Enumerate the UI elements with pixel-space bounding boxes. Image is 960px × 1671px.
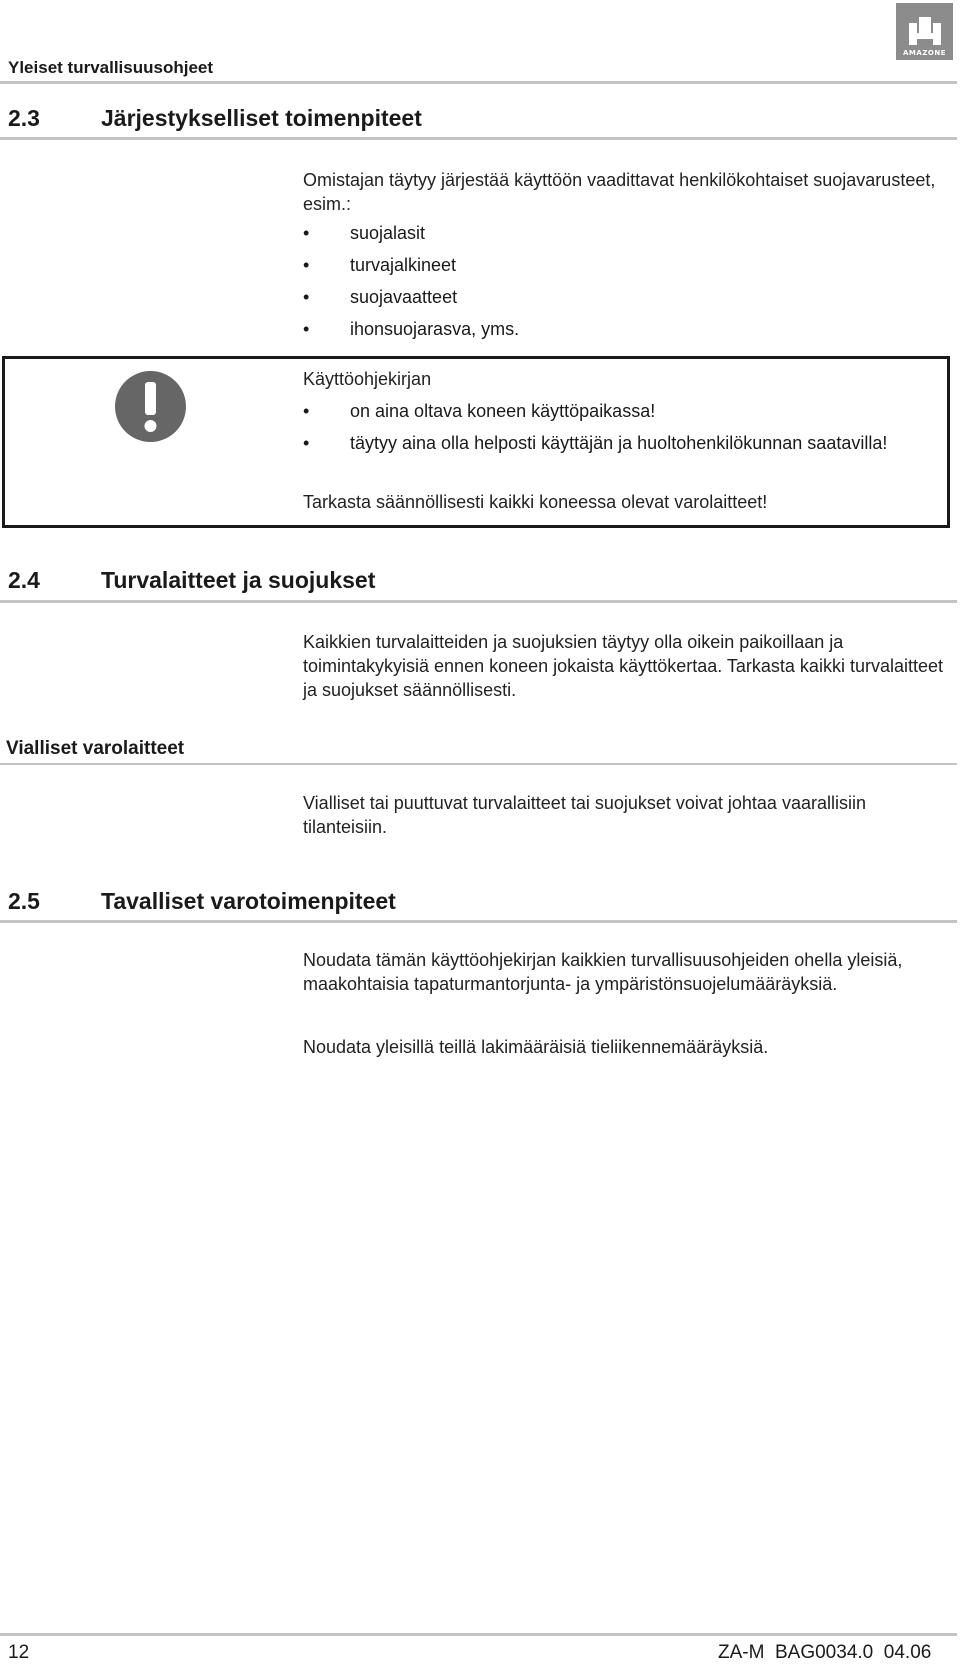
list-item: • ihonsuojarasva, yms. bbox=[303, 317, 943, 341]
sub-heading: Vialliset varolaitteet bbox=[6, 738, 185, 759]
section-rule bbox=[0, 920, 957, 923]
section-text: Kaikkien turvalaitteiden ja suojuksien täytyy olla oikein paikoillaan ja toimintakykyisiä ennen koneen jokaista käyttökertaa. Tarkasta kaikki turvalaitteet ja suojukset säännöllisesti. bbox=[303, 632, 943, 700]
section-number: 2.4 bbox=[8, 567, 40, 593]
ppe-list bbox=[303, 221, 943, 341]
section-rule bbox=[0, 137, 957, 140]
section-intro: Omistajan täytyy järjestää käyttöön vaadittavat henkilökohtaiset suojavarusteet, esim.: bbox=[303, 170, 936, 214]
sub-heading-rule bbox=[0, 763, 957, 765]
notice-lead: Käyttöohjekirjan bbox=[303, 369, 432, 389]
amazone-logo bbox=[896, 3, 953, 60]
list-item: • suojavaatteet bbox=[303, 285, 943, 309]
section-number: 2.3 bbox=[8, 105, 40, 131]
sub-section-text: Vialliset tai puuttuvat turvalaitteet tai suojukset voivat johtaa vaarallisiin tilanteisiin. bbox=[303, 793, 866, 837]
running-header: Yleiset turvallisuusohjeet bbox=[8, 58, 214, 77]
section-title: Tavalliset varotoimenpiteet bbox=[101, 888, 396, 914]
notice-list bbox=[303, 399, 943, 455]
section-title: Turvalaitteet ja suojukset bbox=[101, 567, 376, 593]
section-paragraph: Noudata yleisillä teillä lakimääräisiä tieliikennemääräyksiä. bbox=[303, 1037, 769, 1057]
list-item: • turvajalkineet bbox=[303, 253, 943, 277]
page-number: 12 bbox=[8, 1642, 30, 1663]
list-item: • suojalasit bbox=[303, 221, 943, 245]
section-rule bbox=[0, 600, 957, 603]
list-item: • on aina oltava koneen käyttöpaikassa! bbox=[303, 399, 943, 423]
exclamation-mark-icon bbox=[115, 371, 186, 442]
header-rule bbox=[0, 81, 957, 84]
document-reference: ZA-M BAG0034.0 04.06 bbox=[718, 1642, 932, 1663]
logo-text: AMAZONE bbox=[903, 49, 946, 57]
section-paragraph: Noudata tämän käyttöohjekirjan kaikkien turvallisuusohjeiden ohella yleisiä, maakohtaisia tapaturmantorjunta- ja ympäristönsuojelumääräyksiä. bbox=[303, 950, 903, 994]
notice-closing: Tarkasta säännöllisesti kaikki koneessa olevat varolaitteet! bbox=[303, 492, 768, 512]
tractor-logo-icon bbox=[905, 15, 945, 49]
footer-rule bbox=[0, 1633, 957, 1636]
exclamation-icon bbox=[115, 371, 186, 442]
section-number: 2.5 bbox=[8, 888, 40, 914]
section-title: Järjestykselliset toimenpiteet bbox=[101, 105, 422, 131]
list-item: • täytyy aina olla helposti käyttäjän ja huoltohenkilökunnan saatavilla! bbox=[303, 431, 943, 455]
